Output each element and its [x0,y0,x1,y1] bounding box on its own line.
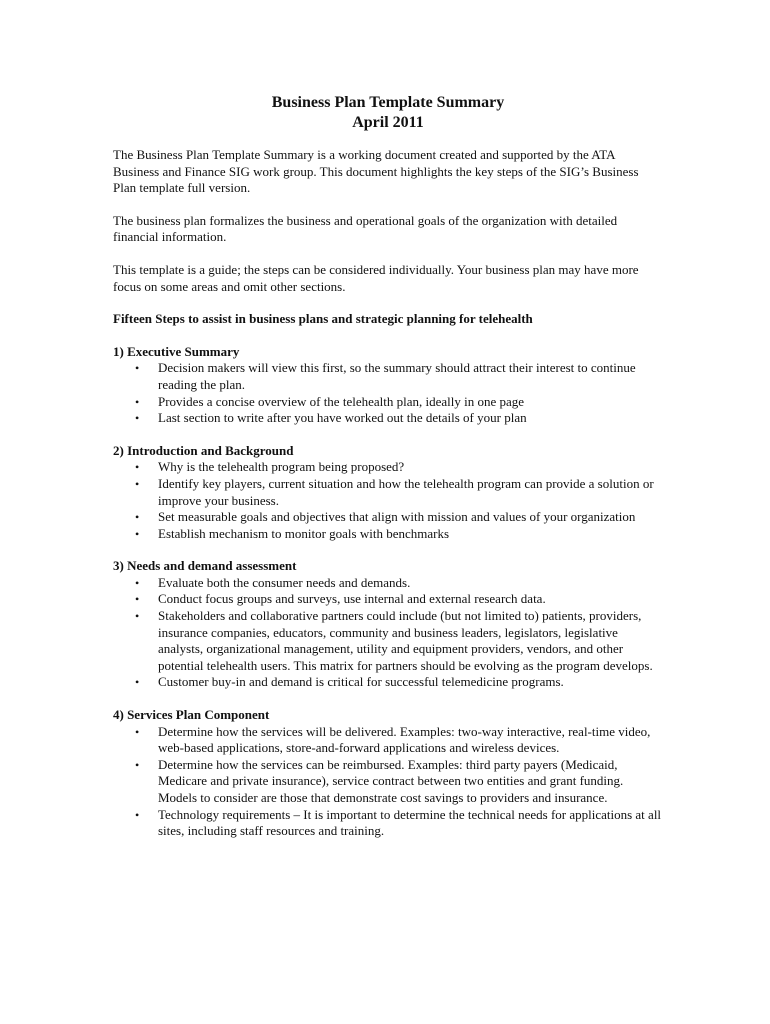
document-title: Business Plan Template Summary [271,94,505,111]
title-block [113,93,663,133]
section-2 [113,443,663,543]
bullet-list [113,360,663,426]
bullet-icon: • [135,592,140,607]
bullet-list [113,724,663,840]
sections-container [113,344,663,840]
bullet-text: Determine how the services will be delivered. Examples: two-way interactive, real-time video, web-based applications, store-and-forward applications and wireless devices. [158,723,651,756]
bullet-icon: • [135,394,140,409]
bullet-item [113,476,663,509]
bullet-icon: • [135,460,140,475]
bullet-text: Establish mechanism to monitor goals with benchmarks [158,525,450,541]
bullet-icon: • [135,575,140,590]
bullet-item [113,757,663,807]
bullet-text: Technology requirements – It is important to determine the technical needs for applications at all sites, including staff resources and training. [158,806,662,839]
bullet-item [113,724,663,757]
bullet-icon: • [135,609,140,624]
bullet-icon: • [135,675,140,690]
bullet-item [113,575,663,592]
bullet-item [113,526,663,543]
bullet-text: Why is the telehealth program being proposed? [158,459,405,475]
intro-paragraph: The Business Plan Template Summary is a working document created and supported by the ATA Business and Finance SIG work group. This document highlights the key steps of the SIG’s Business Plan template full version. [113,147,639,196]
bullet-item [113,591,663,608]
bullet-icon: • [135,724,140,739]
bullet-icon: • [135,476,140,491]
guide-paragraph: This template is a guide; the steps can be considered individually. Your business plan may have more focus on some areas and omit other sections. [113,261,639,294]
bullet-item [113,674,663,691]
document-date: April 2011 [352,114,424,131]
bullet-text: Provides a concise overview of the telehealth plan, ideally in one page [158,393,525,409]
bullet-item [113,360,663,393]
bullet-list [113,575,663,691]
bullet-item [113,608,663,674]
document-page [113,93,663,856]
bullet-icon: • [135,807,140,822]
bullet-item [113,410,663,427]
bullet-text: Decision makers will view this first, so the summary should attract their interest to continue reading the plan. [158,360,636,392]
bullet-icon: • [135,757,140,772]
bullet-icon: • [135,411,140,426]
bullet-text: Stakeholders and collaborative partners could include (but not limited to) patients, providers, insurance companies, educators, community and business leaders, legislators, legislative analysts, organizational management, utility and equipment providers, vendors, and other potential telehealth users. This matrix for partners should be evolving as the program develops. [158,608,653,673]
section-title: 4) Services Plan Component [113,707,270,723]
section-title: 2) Introduction and Background [113,442,294,458]
section-title: 3) Needs and demand assessment [113,558,297,574]
bullet-icon: • [135,526,140,541]
section-1 [113,344,663,427]
section-3 [113,558,663,691]
bullet-text: Determine how the services can be reimbursed. Examples: third party payers (Medicaid, Medicare and private insurance), service contract between two entities and grant funding. Models to consider are those that demonstrate cost savings to providers and insurance. [158,756,624,805]
bullet-item [113,509,663,526]
bullet-text: Conduct focus groups and surveys, use internal and external research data. [158,591,546,607]
bullet-text: Set measurable goals and objectives that align with mission and values of your organization [158,509,636,525]
bullet-icon: • [135,361,140,376]
bullet-item [113,807,663,840]
bullet-icon: • [135,510,140,525]
section-title: 1) Executive Summary [113,343,240,359]
bullet-text: Identify key players, current situation and how the telehealth program can provide a solution or improve your business. [158,475,654,508]
bullet-text: Last section to write after you have worked out the details of your plan [158,410,527,426]
steps-heading: Fifteen Steps to assist in business plans and strategic planning for telehealth [113,311,533,327]
bullet-text: Customer buy-in and demand is critical for successful telemedicine programs. [158,674,564,690]
bullet-list [113,459,663,542]
formalizes-paragraph: The business plan formalizes the business and operational goals of the organization with detailed financial information. [113,212,618,245]
bullet-text: Evaluate both the consumer needs and demands. [158,574,411,590]
bullet-item [113,459,663,476]
section-4 [113,707,663,840]
bullet-item [113,394,663,411]
